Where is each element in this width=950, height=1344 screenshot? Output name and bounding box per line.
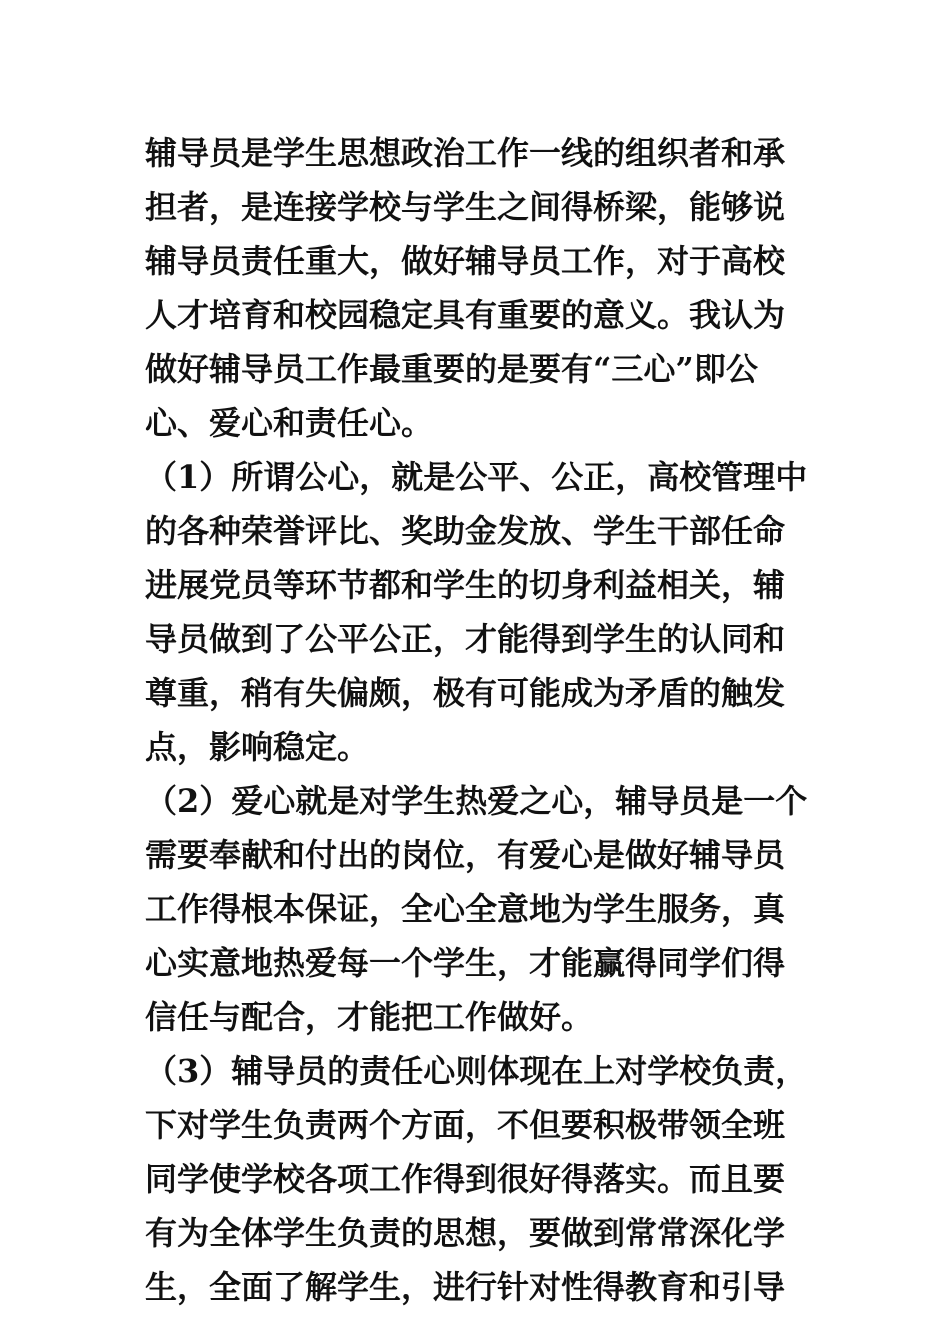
- text-line: （3）辅导员的责任心则体现在上对学校负责，: [145, 1052, 808, 1090]
- text-line: 导员做到了公平公正，才能得到学生的认同和: [145, 620, 786, 658]
- document-body: [145, 126, 815, 1314]
- text-line: 信任与配合，才能把工作做好。: [145, 998, 594, 1036]
- text-line: 心、爱心和责任心。: [145, 404, 434, 442]
- text-line: 下对学生负责两个方面，不但要积极带领全班: [145, 1106, 786, 1144]
- text-line: 需要奉献和付出的岗位，有爱心是做好辅导员: [145, 836, 786, 874]
- text-line: 人才培育和校园稳定具有重要的意义。我认为: [145, 296, 786, 334]
- text-line: 做好辅导员工作最重要的是要有“三心”即公: [145, 350, 758, 388]
- text-line: 生，全面了解学生，进行针对性得教育和引导: [145, 1268, 786, 1306]
- text-line: 辅导员是学生思想政治工作一线的组织者和承: [145, 134, 786, 172]
- text-line: （2）爱心就是对学生热爱之心，辅导员是一个: [145, 782, 808, 820]
- text-line: 点，影响稳定。: [145, 728, 370, 766]
- text-line: （1）所谓公心，就是公平、公正，高校管理中: [145, 458, 808, 496]
- text-line: 尊重，稍有失偏颇，极有可能成为矛盾的触发: [145, 674, 786, 712]
- text-line: 工作得根本保证，全心全意地为学生服务，真: [145, 890, 786, 928]
- text-line: 辅导员责任重大，做好辅导员工作，对于高校: [145, 242, 786, 280]
- text-line: 心实意地热爱每一个学生，才能赢得同学们得: [145, 944, 786, 982]
- text-line: 进展党员等环节都和学生的切身利益相关，辅: [145, 566, 786, 604]
- text-line: 担者，是连接学校与学生之间得桥梁，能够说: [145, 188, 786, 226]
- text-line: 有为全体学生负责的思想，要做到常常深化学: [145, 1214, 786, 1252]
- text-line: 同学使学校各项工作得到很好得落实。而且要: [145, 1160, 786, 1198]
- text-line: 的各种荣誉评比、奖助金发放、学生干部任命: [145, 512, 786, 550]
